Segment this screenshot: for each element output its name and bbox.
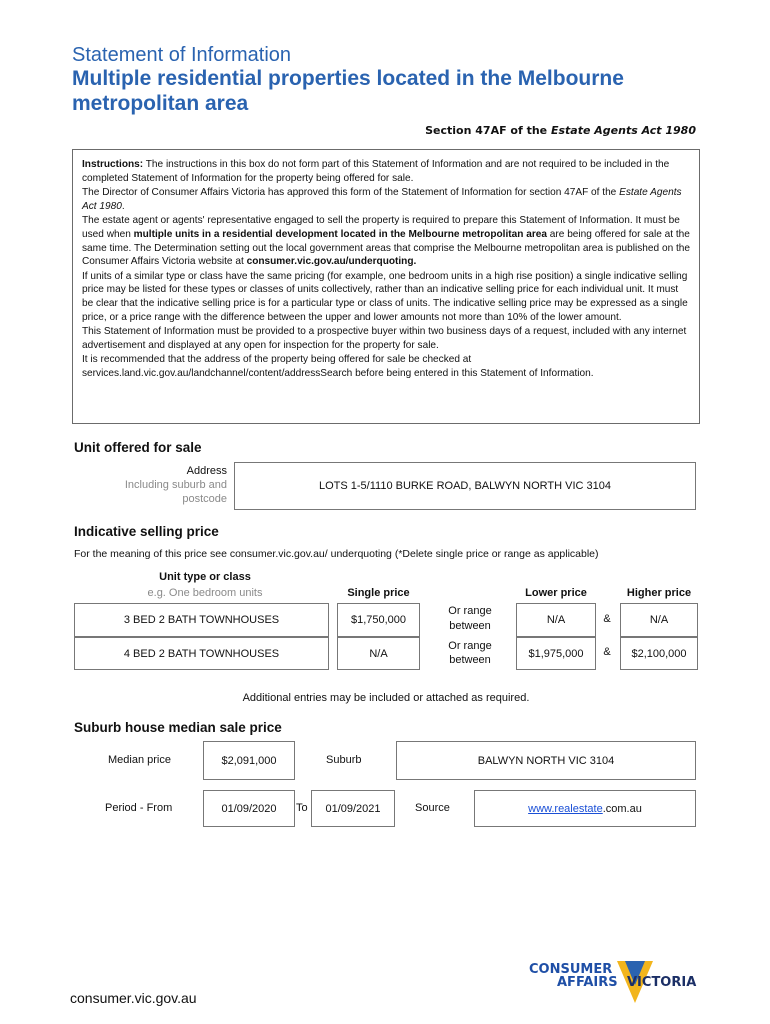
indicative-price-heading: Indicative selling price: [74, 524, 219, 539]
row2-unit-field[interactable]: 4 BED 2 BATH TOWNHOUSES: [74, 637, 329, 670]
address-field[interactable]: LOTS 1-5/1110 BURKE ROAD, BALWYN NORTH VIC 3104: [234, 462, 696, 510]
row2-single-price-field[interactable]: N/A: [337, 637, 420, 670]
row2-or-range-label-2: between: [449, 654, 491, 666]
row2-higher-price-field[interactable]: $2,100,000: [620, 637, 698, 670]
logo-victoria-text: VICTORIA: [627, 975, 697, 990]
period-to-field[interactable]: 01/09/2021: [311, 790, 395, 827]
suburb-label: Suburb: [326, 754, 362, 766]
instructions-para-1: Instructions: The instructions in this box do not form part of this Statement of Information and are not required to be included in the completed Statement of Information for the property being offered for sale.: [82, 159, 670, 184]
indicative-price-note: For the meaning of this price see consumer.vic.gov.au/ underquoting (*Delete single price or range as applicable): [74, 548, 599, 560]
logo-consumer-text: CONSUMER: [529, 962, 613, 977]
unit-offered-heading: Unit offered for sale: [74, 440, 202, 455]
col-header-unit: Unit type or class: [159, 571, 251, 583]
underquoting-link[interactable]: consumer.vic.gov.au/underquoting.: [246, 256, 417, 268]
row2-ampersand: &: [603, 646, 611, 658]
row2-or-range-label-1: Or range: [448, 640, 492, 652]
additional-entries-note: Additional entries may be included or attached as required.: [242, 692, 530, 704]
form-title: Multiple residential properties located in the Melbourne metropolitan area: [72, 67, 624, 115]
col-header-single: Single price: [347, 587, 410, 599]
instructions-box: [72, 149, 700, 424]
logo-affairs-text: AFFAIRS: [557, 975, 618, 990]
source-field[interactable]: www.realestate.com.au: [474, 790, 696, 827]
period-from-label: Period - From: [105, 802, 173, 814]
row1-higher-price-field[interactable]: N/A: [620, 603, 698, 637]
col-header-higher: Higher price: [626, 587, 692, 599]
median-price-field[interactable]: $2,091,000: [203, 741, 295, 780]
address-hint-2: postcode: [182, 493, 227, 505]
address-hint-1: Including suburb and: [124, 479, 227, 491]
instructions-para-5: This Statement of Information must be provided to a prospective buyer within two business days of a request, included with any internet advertisement and displayed at any open for inspection for the property for sale.: [82, 326, 687, 351]
instructions-para-4: If units of a similar type or class have the same pricing (for example, one bedroom units in a high rise position) a single indicative selling price may be listed for these types or classes of units collectively, rather than an indicative selling price for each individual unit. It must be clear that the indicative selling price is for a particular type or class of units. The indicative selling price may be expressed as a single price, or a price range with the difference between the upper and lower amounts not more than 10% of the lower amount.: [82, 270, 688, 323]
form-subtitle: Statement of Information: [72, 44, 292, 66]
consumer-affairs-victoria-logo: [527, 957, 703, 1005]
suburb-field[interactable]: BALWYN NORTH VIC 3104: [396, 741, 696, 780]
median-price-label: Median price: [108, 754, 171, 766]
period-from-field[interactable]: 01/09/2020: [203, 790, 295, 827]
footer-url: consumer.vic.gov.au: [70, 990, 197, 1006]
row1-single-price-field[interactable]: $1,750,000: [337, 603, 420, 637]
instructions-para-6: It is recommended that the address of the property being offered for sale be checked at services.land.vic.gov.au/landchannel/content/addressSearch before being entered in this Statement of Information.: [82, 354, 594, 379]
col-header-unit-hint: e.g. One bedroom units: [147, 587, 263, 599]
row2-lower-price-field[interactable]: $1,975,000: [516, 637, 596, 670]
row1-lower-price-field[interactable]: N/A: [516, 603, 596, 637]
address-label: Address: [186, 465, 227, 477]
row1-ampersand: &: [603, 613, 611, 625]
source-link[interactable]: www.realestate: [528, 802, 603, 815]
instructions-para-3: The estate agent or agents' representative engaged to sell the property is required to prepare this Statement of Information. It must be used when multiple units in a residential development located in the Melbourne metropolitan area are being offered for sale at the same time. The Determination setting out the local government areas that comprise the Melbourne metropolitan area is published on the Consumer Affairs Victoria website at consumer.vic.gov.au/underquoting.: [82, 215, 691, 268]
row1-unit-field[interactable]: 3 BED 2 BATH TOWNHOUSES: [74, 603, 329, 637]
row1-or-range-label-2: between: [449, 620, 491, 632]
period-to-label: To: [296, 802, 308, 814]
section-reference: Section 47AF of the Estate Agents Act 1980: [425, 124, 696, 137]
source-label: Source: [415, 802, 450, 814]
median-heading: Suburb house median sale price: [74, 720, 282, 735]
col-header-lower: Lower price: [525, 587, 587, 599]
row1-or-range-label-1: Or range: [448, 605, 492, 617]
instructions-para-2: The Director of Consumer Affairs Victoria has approved this form of the Statement of Information for section 47AF of the Estate Agents Act 1980.: [82, 187, 682, 212]
